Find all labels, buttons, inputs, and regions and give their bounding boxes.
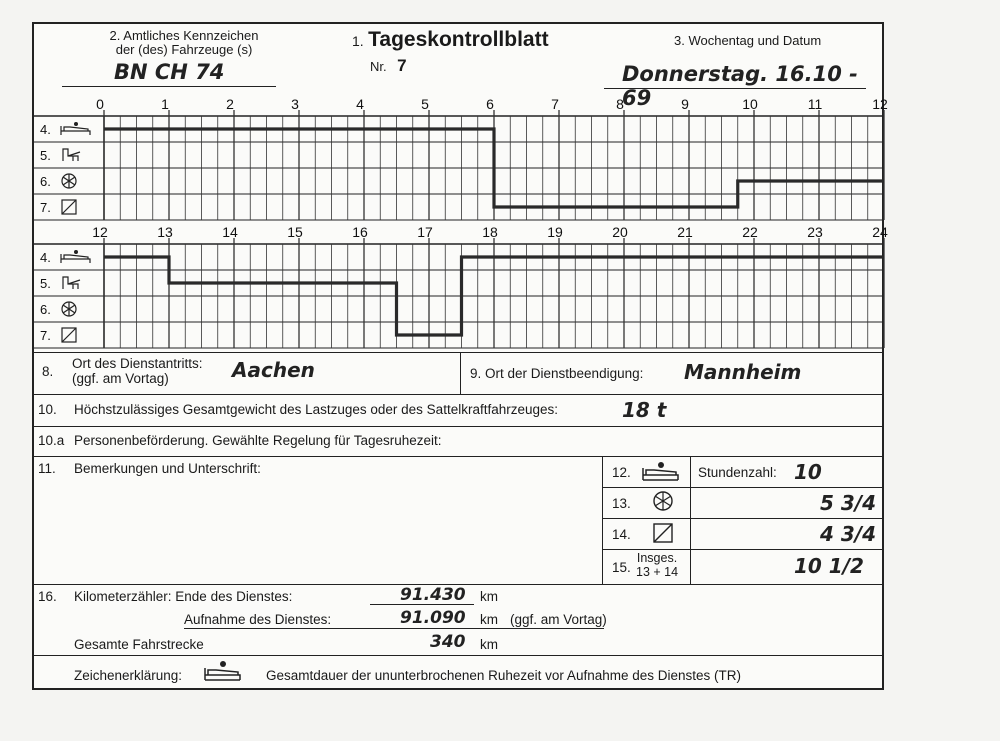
- field-8-num: 8.: [42, 364, 54, 379]
- hour-tick-label: 7: [551, 96, 559, 112]
- field-10-label: Höchstzulässiges Gesamtgewicht des Lastzuges oder des Sattelkraftfahrzeuges:: [74, 402, 559, 417]
- field-11-label: Bemerkungen und Unterschrift:: [74, 461, 261, 476]
- row-label: 4.: [40, 122, 51, 137]
- km-start-label: Aufnahme des Dienstes:: [184, 612, 332, 627]
- hour-tick-label: 2: [226, 96, 234, 112]
- hour-tick-label: 10: [742, 96, 758, 112]
- hour-tick-label: 5: [421, 96, 429, 112]
- field-9-value: Mannheim: [684, 360, 802, 384]
- sheet-number: Nr. 7: [370, 56, 407, 75]
- seat-icon: [63, 149, 80, 161]
- summary-14-num: 14.: [612, 527, 631, 542]
- km-start-unit: km: [480, 612, 498, 627]
- row-label: 7.: [40, 328, 51, 343]
- hour-tick-label: 6: [486, 96, 494, 112]
- plate-value: BN CH 74: [114, 60, 225, 84]
- bed-icon: [640, 460, 682, 484]
- field-10a-num: 10.a: [38, 433, 65, 448]
- summary-14-value: 4 3/4: [820, 522, 877, 546]
- bed-icon: [202, 658, 244, 684]
- hour-tick-label: 14: [222, 224, 238, 240]
- summary-15-label: Insges. 13 + 14: [636, 551, 679, 579]
- date-value: Donnerstag. 16.10 - 69: [622, 62, 858, 110]
- hour-tick-label: 1: [161, 96, 169, 112]
- field-8-label: Ort des Dienstantritts: (ggf. am Vortag): [72, 356, 203, 386]
- timeline-chart-pm: [34, 220, 888, 352]
- daily-control-sheet: [32, 22, 888, 690]
- field-10a-label: Personenbeförderung. Gewählte Regelung für Tagesruhezeit:: [74, 433, 442, 448]
- hour-tick-label: 15: [287, 224, 303, 240]
- row-label: 7.: [40, 200, 51, 215]
- hour-tick-label: 9: [681, 96, 689, 112]
- hour-tick-label: 21: [677, 224, 693, 240]
- hour-tick-label: 12: [92, 224, 108, 240]
- field-16-num: 16.: [38, 589, 57, 604]
- row-label: 4.: [40, 250, 51, 265]
- sheet-title: 1. Tageskontrollblatt: [352, 28, 549, 51]
- row-label: 6.: [40, 174, 51, 189]
- box-slash-icon: [652, 522, 674, 544]
- legend-label: Zeichenerklärung:: [74, 668, 183, 683]
- field-11-num: 11.: [38, 461, 56, 476]
- hour-tick-label: 17: [417, 224, 433, 240]
- hour-tick-label: 23: [807, 224, 823, 240]
- hour-tick-label: 4: [356, 96, 364, 112]
- km-total-unit: km: [480, 637, 498, 652]
- hour-tick-label: 12: [872, 96, 888, 112]
- box-slash-icon: [62, 200, 76, 214]
- summary-13-value: 5 3/4: [820, 491, 877, 515]
- summary-12-num: 12.: [612, 465, 631, 480]
- box-slash: [62, 328, 76, 342]
- hour-tick-label: 3: [291, 96, 299, 112]
- bed-icon-shape: [61, 126, 90, 135]
- hour-tick-label: 18: [482, 224, 498, 240]
- hour-tick-label: 0: [96, 96, 104, 112]
- hour-tick-label: 8: [616, 96, 624, 112]
- bed-icon-shape: [61, 254, 90, 263]
- seat-icon-shape: [63, 277, 80, 289]
- km-total-label: Gesamte Fahrstrecke: [74, 637, 204, 652]
- km-end-unit: km: [480, 589, 498, 604]
- summary-12-label: Stundenzahl:: [698, 465, 777, 480]
- summary-13-num: 13.: [612, 496, 631, 511]
- date-label: 3. Wochentag und Datum: [674, 33, 822, 48]
- steering-wheel-icon: [62, 174, 76, 188]
- field-10-num: 10.: [38, 402, 57, 417]
- km-start-note: (ggf. am Vortag): [510, 612, 607, 627]
- field-10-value: 18 t: [622, 398, 667, 422]
- seat-icon: [63, 277, 80, 289]
- km-total-value: 340: [430, 632, 466, 652]
- summary-15-value: 10 1/2: [794, 554, 864, 578]
- legend-text: Gesamtdauer der ununterbrochenen Ruhezeit vor Aufnahme des Dienstes (TR): [266, 668, 742, 683]
- hour-tick-label: 20: [612, 224, 628, 240]
- hour-tick-label: 19: [547, 224, 563, 240]
- hour-tick-label: 11: [807, 96, 823, 112]
- hour-tick-label: 22: [742, 224, 758, 240]
- row-label: 6.: [40, 302, 51, 317]
- km-end-value: 91.430: [400, 585, 466, 605]
- plate-label: 2. Amtliches Kennzeichen der (des) Fahrzeuge (s): [109, 28, 259, 57]
- timeline-chart-am: [34, 92, 888, 220]
- summary-15-num: 15.: [612, 560, 631, 575]
- row-label: 5.: [40, 276, 51, 291]
- seat-icon-shape: [63, 149, 80, 161]
- km-start-value: 91.090: [400, 608, 466, 628]
- box-slash: [62, 200, 76, 214]
- summary-12-value: 10: [794, 460, 822, 484]
- field-9-label: 9. Ort der Dienstbeendigung:: [470, 366, 644, 381]
- box-slash-icon: [62, 328, 76, 342]
- steering-wheel-icon: [652, 490, 674, 512]
- bed-icon: [61, 122, 90, 135]
- bed-icon: [61, 250, 90, 263]
- hour-tick-label: 16: [352, 224, 368, 240]
- steering-wheel-icon: [62, 302, 76, 316]
- row-label: 5.: [40, 148, 51, 163]
- field-8-value: Aachen: [232, 358, 315, 382]
- hour-tick-label: 13: [157, 224, 173, 240]
- km-end-label: Kilometerzähler: Ende des Dienstes:: [74, 589, 293, 604]
- bed-icon-dot: [74, 122, 78, 126]
- hour-tick-label: 24: [872, 224, 888, 240]
- bed-icon-dot: [74, 250, 78, 254]
